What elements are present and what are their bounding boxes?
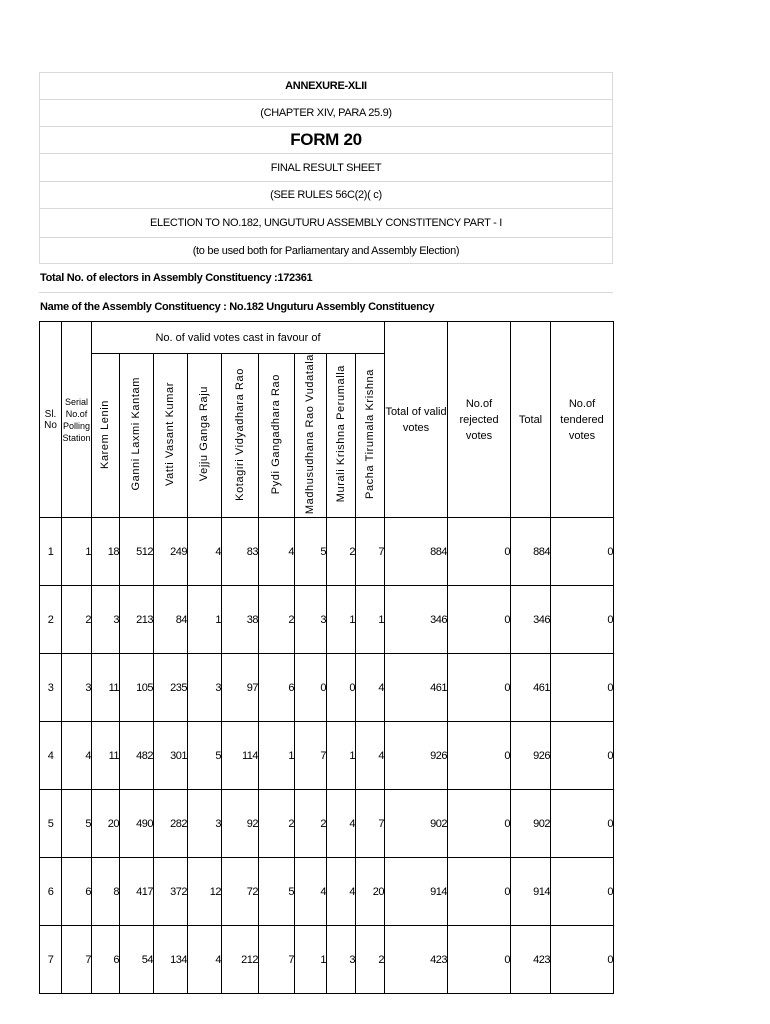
candidate-votes-cell: 1 (188, 586, 222, 654)
sheet-title: FINAL RESULT SHEET (39, 153, 613, 181)
candidate-votes-cell: 301 (154, 722, 188, 790)
candidate-votes-cell: 235 (154, 654, 188, 722)
result-rows (40, 518, 614, 994)
result-sheet (39, 72, 613, 994)
header-row-caption (40, 322, 614, 354)
candidate-votes-cell: 3 (188, 654, 222, 722)
candidate-votes-cell: 4 (327, 790, 356, 858)
candidate-votes-cell: 4 (188, 518, 222, 586)
candidate-votes-cell: 213 (120, 586, 154, 654)
candidate-votes-cell: 97 (222, 654, 259, 722)
candidate-votes-cell: 3 (92, 586, 120, 654)
candidate-votes-cell: 5 (259, 858, 295, 926)
valid-votes-caption: No. of valid votes cast in favour of (92, 322, 385, 354)
candidate-votes-cell: 38 (222, 586, 259, 654)
candidate-votes-cell: 4 (259, 518, 295, 586)
candidate-votes-cell: 0 (295, 654, 327, 722)
polling-station-cell: 7 (62, 926, 92, 994)
total-electors: Total No. of electors in Assembly Constituency :172361 (39, 263, 613, 292)
rejected-cell: 0 (448, 654, 511, 722)
results-table (39, 321, 614, 994)
rejected-cell: 0 (448, 586, 511, 654)
candidate-votes-cell: 92 (222, 790, 259, 858)
rules-reference: (SEE RULES 56C(2)( c) (39, 181, 613, 208)
polling-station-cell: 1 (62, 518, 92, 586)
total-valid-cell: 461 (385, 654, 448, 722)
candidate-votes-cell: 72 (222, 858, 259, 926)
candidate-votes-cell: 2 (327, 518, 356, 586)
candidate-votes-cell: 249 (154, 518, 188, 586)
candidate-header: Kotagiri Vidyadhara Rao (222, 354, 259, 518)
candidate-votes-cell: 20 (92, 790, 120, 858)
total-valid-cell: 902 (385, 790, 448, 858)
candidate-votes-cell: 105 (120, 654, 154, 722)
candidate-header: Murali Krishna Perumalla (327, 354, 356, 518)
candidate-votes-cell: 1 (295, 926, 327, 994)
candidate-votes-cell: 4 (327, 858, 356, 926)
rejected-cell: 0 (448, 926, 511, 994)
candidate-votes-cell: 5 (295, 518, 327, 586)
candidate-header: Vatti Vasant Kumar (154, 354, 188, 518)
total-cell: 346 (511, 586, 551, 654)
sl-no-header: Sl. No (40, 322, 62, 518)
candidate-votes-cell: 12 (188, 858, 222, 926)
total-header: Total (511, 322, 551, 518)
sl-no-cell: 5 (40, 790, 62, 858)
sl-no-cell: 1 (40, 518, 62, 586)
candidate-votes-cell: 1 (327, 722, 356, 790)
form-title: FORM 20 (39, 126, 613, 153)
total-valid-cell: 926 (385, 722, 448, 790)
rejected-cell: 0 (448, 790, 511, 858)
candidate-votes-cell: 490 (120, 790, 154, 858)
total-valid-cell: 346 (385, 586, 448, 654)
candidate-votes-cell: 11 (92, 722, 120, 790)
candidate-votes-cell: 4 (356, 722, 385, 790)
polling-station-cell: 4 (62, 722, 92, 790)
polling-station-cell: 2 (62, 586, 92, 654)
candidate-votes-cell: 3 (188, 790, 222, 858)
tendered-cell: 0 (551, 654, 614, 722)
candidate-votes-cell: 7 (356, 790, 385, 858)
candidate-votes-cell: 417 (120, 858, 154, 926)
tendered-cell: 0 (551, 858, 614, 926)
candidate-votes-cell: 2 (259, 586, 295, 654)
candidate-votes-cell: 2 (356, 926, 385, 994)
total-cell: 926 (511, 722, 551, 790)
election-title: ELECTION TO NO.182, UNGUTURU ASSEMBLY CONSTITENCY PART - I (39, 208, 613, 237)
table-row (40, 654, 614, 722)
candidate-votes-cell: 372 (154, 858, 188, 926)
tendered-cell: 0 (551, 518, 614, 586)
candidate-votes-cell: 18 (92, 518, 120, 586)
candidate-votes-cell: 2 (259, 790, 295, 858)
candidate-votes-cell: 5 (188, 722, 222, 790)
total-cell: 461 (511, 654, 551, 722)
total-valid-cell: 884 (385, 518, 448, 586)
candidate-header: Pacha Tirumala Krishna (356, 354, 385, 518)
rejected-cell: 0 (448, 722, 511, 790)
candidate-votes-cell: 1 (259, 722, 295, 790)
candidate-votes-cell: 6 (92, 926, 120, 994)
table-row (40, 586, 614, 654)
table-row (40, 790, 614, 858)
annexure-title: ANNEXURE-XLII (39, 72, 613, 99)
table-row (40, 926, 614, 994)
candidate-votes-cell: 2 (295, 790, 327, 858)
candidate-votes-cell: 1 (327, 586, 356, 654)
candidate-votes-cell: 3 (295, 586, 327, 654)
tendered-cell: 0 (551, 722, 614, 790)
candidate-header: Karem Lenin (92, 354, 120, 518)
candidate-votes-cell: 7 (356, 518, 385, 586)
tendered-cell: 0 (551, 586, 614, 654)
total-cell: 902 (511, 790, 551, 858)
total-valid-header: Total of valid votes (385, 322, 448, 518)
sl-no-cell: 6 (40, 858, 62, 926)
rejected-cell: 0 (448, 858, 511, 926)
tendered-cell: 0 (551, 926, 614, 994)
candidate-votes-cell: 4 (356, 654, 385, 722)
candidate-votes-cell: 512 (120, 518, 154, 586)
constituency-name: Name of the Assembly Constituency : No.182 Unguturu Assembly Constituency (39, 292, 613, 321)
sl-no-cell: 7 (40, 926, 62, 994)
candidate-votes-cell: 114 (222, 722, 259, 790)
polling-station-cell: 3 (62, 654, 92, 722)
polling-station-cell: 6 (62, 858, 92, 926)
candidate-votes-cell: 482 (120, 722, 154, 790)
polling-station-header: Serial No.of Polling Station (62, 322, 92, 518)
candidate-votes-cell: 4 (295, 858, 327, 926)
sl-no-cell: 3 (40, 654, 62, 722)
candidate-votes-cell: 7 (295, 722, 327, 790)
rejected-cell: 0 (448, 518, 511, 586)
total-valid-cell: 423 (385, 926, 448, 994)
candidate-votes-cell: 84 (154, 586, 188, 654)
candidate-votes-cell: 8 (92, 858, 120, 926)
candidate-header: Madhusudhana Rao Vudatala (295, 354, 327, 518)
total-cell: 914 (511, 858, 551, 926)
sl-no-cell: 4 (40, 722, 62, 790)
candidate-votes-cell: 11 (92, 654, 120, 722)
candidate-votes-cell: 282 (154, 790, 188, 858)
tendered-cell: 0 (551, 790, 614, 858)
table-row (40, 858, 614, 926)
candidate-votes-cell: 134 (154, 926, 188, 994)
table-row (40, 518, 614, 586)
candidate-votes-cell: 7 (259, 926, 295, 994)
candidate-votes-cell: 1 (356, 586, 385, 654)
chapter-reference: (CHAPTER XIV, PARA 25.9) (39, 99, 613, 126)
table-row (40, 722, 614, 790)
candidate-votes-cell: 4 (188, 926, 222, 994)
candidate-votes-cell: 6 (259, 654, 295, 722)
candidate-votes-cell: 83 (222, 518, 259, 586)
sl-no-cell: 2 (40, 586, 62, 654)
candidate-votes-cell: 3 (327, 926, 356, 994)
candidate-header: Ganni Laxmi Kantam (120, 354, 154, 518)
candidate-votes-cell: 20 (356, 858, 385, 926)
total-cell: 884 (511, 518, 551, 586)
rejected-header: No.of rejected votes (448, 322, 511, 518)
polling-station-cell: 5 (62, 790, 92, 858)
candidate-votes-cell: 0 (327, 654, 356, 722)
tendered-header: No.of tendered votes (551, 322, 614, 518)
usage-note: (to be used both for Parliamentary and Assembly Election) (39, 237, 613, 263)
candidate-header: Pydi Gangadhara Rao (259, 354, 295, 518)
total-cell: 423 (511, 926, 551, 994)
candidate-header: Vejju Ganga Raju (188, 354, 222, 518)
candidate-votes-cell: 54 (120, 926, 154, 994)
candidate-votes-cell: 212 (222, 926, 259, 994)
total-valid-cell: 914 (385, 858, 448, 926)
